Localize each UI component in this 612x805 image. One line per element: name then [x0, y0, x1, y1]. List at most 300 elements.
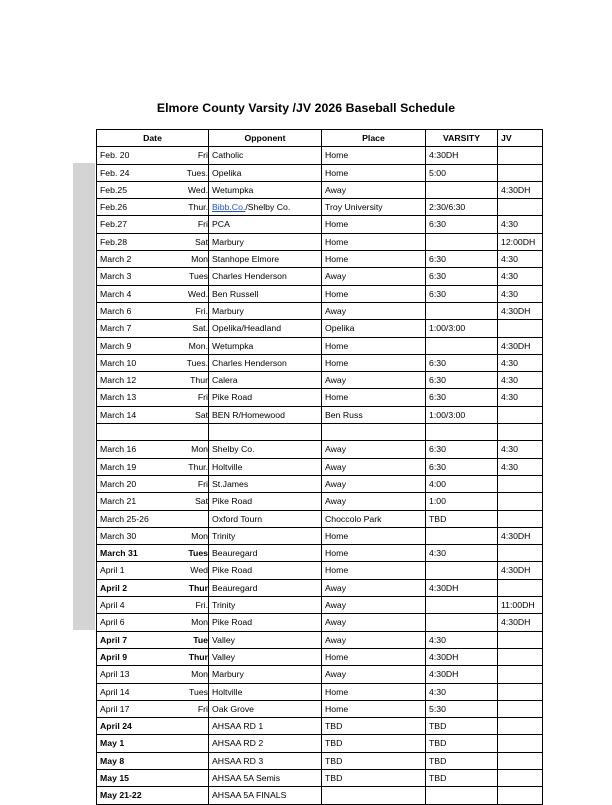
table-row [97, 199, 543, 216]
cell-varsity: 4:30DH [426, 147, 498, 164]
cell-place: Home [322, 700, 426, 717]
table-row [97, 787, 543, 804]
table-row [97, 735, 543, 752]
cell-date [97, 562, 209, 579]
cell-place: Home [322, 216, 426, 233]
cell-place: TBD [322, 718, 426, 735]
cell-varsity: 6:30 [426, 458, 498, 475]
cell-opponent: Pike Road [209, 562, 322, 579]
cell-jv [498, 666, 543, 683]
cell-place: Away [322, 579, 426, 596]
weekday-value: Fri [197, 392, 208, 403]
page-title: Elmore County Varsity /JV 2026 Baseball Schedule [156, 101, 456, 115]
cell-opponent: Catholic [209, 147, 322, 164]
date-value: March 13 [100, 392, 137, 403]
cell-jv: 4:30 [498, 285, 543, 302]
cell-jv: 4:30 [498, 458, 543, 475]
cell-varsity: 1:00/3:00 [426, 320, 498, 337]
cell-opponent: Marbury [209, 666, 322, 683]
date-value: April 9 [100, 651, 128, 662]
table-row [97, 597, 543, 614]
cell-jv: 4:30DH [498, 527, 543, 544]
cell-place: Ben Russ [322, 406, 426, 423]
cell-jv: 4:30DH [498, 337, 543, 354]
table-row [97, 527, 543, 544]
row-spacer [97, 424, 543, 441]
cell-date [97, 545, 209, 562]
cell-place: TBD [322, 769, 426, 786]
table-row [97, 372, 543, 389]
cell-varsity [426, 597, 498, 614]
cell-varsity: TBD [426, 752, 498, 769]
weekday-value: Fri. [195, 305, 208, 316]
date-value: March 2 [100, 254, 132, 265]
table-row [97, 579, 543, 596]
cell-varsity: TBD [426, 718, 498, 735]
cell-opponent: Trinity [209, 597, 322, 614]
cell-jv [498, 752, 543, 769]
cell-place: TBD [322, 735, 426, 752]
date-value: March 10 [100, 357, 137, 368]
cell-opponent: Oxford Tourn [209, 510, 322, 527]
cell-date [97, 666, 209, 683]
cell-date [97, 527, 209, 544]
cell-date [97, 510, 209, 527]
cell-date [97, 285, 209, 302]
date-value: March 16 [100, 444, 137, 455]
cell-place: Home [322, 545, 426, 562]
cell-place: Troy University [322, 199, 426, 216]
cell-date [97, 441, 209, 458]
cell-place: Home [322, 251, 426, 268]
cell-date [97, 337, 209, 354]
date-value: April 14 [100, 686, 130, 697]
cell-varsity: 4:30DH [426, 648, 498, 665]
cell-varsity: 6:30 [426, 285, 498, 302]
table-row [97, 441, 543, 458]
cell-date [97, 718, 209, 735]
cell-place: Away [322, 475, 426, 492]
cell-place: Home [322, 354, 426, 371]
cell-date [97, 631, 209, 648]
table-row [97, 718, 543, 735]
cell-varsity: 4:30 [426, 545, 498, 562]
weekday-value: Tues [188, 548, 208, 559]
opponent-label: /Shelby Co. [245, 202, 291, 213]
table-row [97, 510, 543, 527]
cell-varsity [426, 562, 498, 579]
cell-jv [498, 718, 543, 735]
cell-opponent: AHSAA RD 2 [209, 735, 322, 752]
table-row [97, 389, 543, 406]
cell-varsity: 1:00/3:00 [426, 406, 498, 423]
table-row [97, 666, 543, 683]
weekday-value: Sat. [192, 323, 208, 334]
cell-varsity: TBD [426, 510, 498, 527]
cell-place [322, 787, 426, 804]
weekday-value: Tues [189, 271, 208, 282]
weekday-value: Fri [197, 703, 208, 714]
cell-jv: 4:30 [498, 389, 543, 406]
cell-varsity: 4:30DH [426, 666, 498, 683]
cell-opponent: Marbury [209, 302, 322, 319]
spacer-cell [209, 424, 322, 441]
table-row [97, 545, 543, 562]
cell-opponent: Wetumpka [209, 181, 322, 198]
cell-jv [498, 147, 543, 164]
cell-opponent: Valley [209, 648, 322, 665]
date-value: March 4 [100, 288, 132, 299]
table-row [97, 769, 543, 786]
weekday-value: Mon [191, 530, 208, 541]
date-value: Feb.25 [100, 184, 128, 195]
cell-place: Away [322, 458, 426, 475]
cell-place: TBD [322, 752, 426, 769]
cell-jv: 4:30DH [498, 181, 543, 198]
cell-opponent: Holtville [209, 458, 322, 475]
cell-opponent [209, 199, 322, 216]
cell-place: Home [322, 562, 426, 579]
spacer-cell [322, 424, 426, 441]
cell-jv [498, 510, 543, 527]
date-value: Feb. 24 [100, 167, 130, 178]
table-row [97, 164, 543, 181]
cell-opponent: Holtville [209, 683, 322, 700]
table-row [97, 648, 543, 665]
cell-date [97, 372, 209, 389]
weekday-value: Thur [190, 375, 208, 386]
weekday-value: Tues. [186, 357, 208, 368]
table-row [97, 406, 543, 423]
cell-jv [498, 320, 543, 337]
column-header-jv: JV [498, 130, 543, 147]
table-row [97, 458, 543, 475]
weekday-value: Tues. [186, 167, 208, 178]
cell-date [97, 787, 209, 804]
cell-date [97, 493, 209, 510]
cell-jv [498, 648, 543, 665]
cell-jv [498, 769, 543, 786]
date-value: May 8 [100, 755, 125, 766]
cell-varsity: TBD [426, 735, 498, 752]
cell-jv [498, 493, 543, 510]
weekday-value: Thur. [188, 202, 208, 213]
cell-date [97, 683, 209, 700]
cell-opponent: Beauregard [209, 579, 322, 596]
date-value: Feb.28 [100, 236, 128, 247]
cell-date [97, 216, 209, 233]
cell-place: Away [322, 302, 426, 319]
cell-jv [498, 683, 543, 700]
cell-date [97, 475, 209, 492]
cell-place: Home [322, 285, 426, 302]
date-value: March 9 [100, 340, 132, 351]
table-row [97, 147, 543, 164]
table-row [97, 475, 543, 492]
cell-jv [498, 700, 543, 717]
cell-jv: 11:00DH [498, 597, 543, 614]
cell-place: Home [322, 683, 426, 700]
cell-opponent: Shelby Co. [209, 441, 322, 458]
cell-opponent: Ben Russell [209, 285, 322, 302]
cell-place: Away [322, 372, 426, 389]
cell-date [97, 458, 209, 475]
cell-opponent: Marbury [209, 233, 322, 250]
spacer-cell [97, 424, 209, 441]
cell-opponent: BEN R/Homewood [209, 406, 322, 423]
weekday-value: Tue [193, 634, 208, 645]
date-value: April 4 [100, 600, 125, 611]
cell-opponent: Charles Henderson [209, 354, 322, 371]
opponent-link[interactable]: Bibb.Co. [212, 202, 246, 213]
table-header-row [97, 130, 543, 147]
date-value: March 20 [100, 478, 137, 489]
cell-varsity: TBD [426, 769, 498, 786]
date-value: Feb. 20 [100, 150, 130, 161]
cell-varsity: 1:00 [426, 493, 498, 510]
date-value: April 24 [100, 721, 132, 732]
cell-varsity [426, 527, 498, 544]
cell-opponent: AHSAA 5A Semis [209, 769, 322, 786]
cell-date [97, 389, 209, 406]
table-row [97, 614, 543, 631]
table-row [97, 181, 543, 198]
cell-jv: 4:30 [498, 251, 543, 268]
cell-varsity [426, 337, 498, 354]
cell-opponent: AHSAA RD 1 [209, 718, 322, 735]
cell-varsity: 2:30/6:30 [426, 199, 498, 216]
cell-varsity: 4:30 [426, 631, 498, 648]
cell-varsity: 6:30 [426, 216, 498, 233]
cell-jv: 4:30 [498, 354, 543, 371]
cell-opponent: PCA [209, 216, 322, 233]
date-value: March 6 [100, 305, 132, 316]
table-row [97, 251, 543, 268]
date-value: April 6 [100, 617, 125, 628]
table-row [97, 752, 543, 769]
cell-date [97, 648, 209, 665]
cell-place: Home [322, 648, 426, 665]
cell-place: Away [322, 441, 426, 458]
column-header-varsity: VARSITY [426, 130, 498, 147]
cell-date [97, 354, 209, 371]
cell-jv: 4:30DH [498, 562, 543, 579]
cell-varsity: 6:30 [426, 251, 498, 268]
cell-opponent: AHSAA RD 3 [209, 752, 322, 769]
cell-varsity [426, 614, 498, 631]
cell-date [97, 181, 209, 198]
date-value: April 2 [100, 582, 128, 593]
date-value: Feb.26 [100, 202, 128, 213]
date-value: March 30 [100, 530, 137, 541]
cell-date [97, 769, 209, 786]
cell-opponent: Opelika/Headland [209, 320, 322, 337]
cell-opponent: Opelika [209, 164, 322, 181]
date-value: March 7 [100, 323, 132, 334]
cell-opponent: St.James [209, 475, 322, 492]
cell-opponent: Valley [209, 631, 322, 648]
cell-place: Away [322, 597, 426, 614]
date-value: April 17 [100, 703, 130, 714]
spacer-cell [426, 424, 498, 441]
cell-place: Home [322, 233, 426, 250]
cell-place: Away [322, 631, 426, 648]
table-row [97, 354, 543, 371]
weekday-value: Mon [191, 254, 208, 265]
table-row [97, 233, 543, 250]
weekday-value: Wed. [187, 184, 208, 195]
weekday-value: Mon. [188, 340, 208, 351]
column-header-opponent: Opponent [209, 130, 322, 147]
cell-varsity: 6:30 [426, 268, 498, 285]
cell-date [97, 614, 209, 631]
date-value: May 21-22 [100, 790, 142, 801]
table-body [97, 147, 543, 804]
cell-date [97, 268, 209, 285]
date-value: March 25-26 [100, 513, 149, 524]
cell-date [97, 320, 209, 337]
cell-jv [498, 735, 543, 752]
cell-opponent: Oak Grove [209, 700, 322, 717]
cell-jv [498, 787, 543, 804]
weekday-value: Mon [191, 617, 208, 628]
weekday-value: Sat [194, 496, 208, 507]
cell-date [97, 233, 209, 250]
table-row [97, 302, 543, 319]
cell-place: Away [322, 614, 426, 631]
cell-date [97, 752, 209, 769]
cell-jv [498, 579, 543, 596]
cell-varsity: 6:30 [426, 354, 498, 371]
weekday-value: Fri. [195, 600, 208, 611]
cell-jv: 4:30 [498, 216, 543, 233]
cell-varsity: 5:30 [426, 700, 498, 717]
cell-opponent: Calera [209, 372, 322, 389]
cell-varsity: 6:30 [426, 389, 498, 406]
cell-opponent: Trinity [209, 527, 322, 544]
cell-place: Away [322, 493, 426, 510]
cell-varsity: 4:00 [426, 475, 498, 492]
weekday-value: Sat [194, 409, 208, 420]
cell-place: Home [322, 389, 426, 406]
table-row [97, 631, 543, 648]
cell-jv [498, 631, 543, 648]
cell-opponent: Pike Road [209, 614, 322, 631]
table-header [97, 130, 543, 147]
table-row [97, 320, 543, 337]
margin-change-bar [73, 163, 95, 630]
cell-jv: 12:00DH [498, 233, 543, 250]
date-value: March 21 [100, 496, 137, 507]
cell-date [97, 579, 209, 596]
weekday-value: Fri [197, 150, 208, 161]
cell-jv: 4:30DH [498, 302, 543, 319]
cell-varsity: 4:30 [426, 683, 498, 700]
cell-jv: 4:30 [498, 441, 543, 458]
cell-opponent: Stanhope Elmore [209, 251, 322, 268]
table-row [97, 268, 543, 285]
cell-date [97, 251, 209, 268]
cell-varsity: 5:00 [426, 164, 498, 181]
weekday-value: Sat [194, 236, 208, 247]
weekday-value: Wed [190, 565, 208, 576]
date-value: May 15 [100, 772, 129, 783]
cell-varsity [426, 302, 498, 319]
cell-jv: 4:30 [498, 372, 543, 389]
cell-opponent: Pike Road [209, 389, 322, 406]
weekday-value: Fri [197, 478, 208, 489]
cell-date [97, 597, 209, 614]
cell-varsity [426, 787, 498, 804]
cell-varsity [426, 233, 498, 250]
cell-date [97, 700, 209, 717]
weekday-value: Thur [188, 582, 208, 593]
cell-jv: 4:30DH [498, 614, 543, 631]
cell-opponent: Wetumpka [209, 337, 322, 354]
date-value: April 13 [100, 669, 130, 680]
cell-varsity [426, 181, 498, 198]
cell-opponent: Charles Henderson [209, 268, 322, 285]
column-header-date: Date [97, 130, 209, 147]
date-value: March 19 [100, 461, 137, 472]
cell-varsity: 4:30DH [426, 579, 498, 596]
cell-date [97, 302, 209, 319]
cell-jv [498, 406, 543, 423]
cell-jv [498, 164, 543, 181]
table-row [97, 493, 543, 510]
table-row [97, 700, 543, 717]
cell-date [97, 199, 209, 216]
cell-opponent: Beauregard [209, 545, 322, 562]
date-value: May 1 [100, 738, 125, 749]
table-row [97, 216, 543, 233]
date-value: March 12 [100, 375, 137, 386]
table-row [97, 285, 543, 302]
column-header-place: Place [322, 130, 426, 147]
cell-place: Choccolo Park [322, 510, 426, 527]
cell-varsity: 6:30 [426, 441, 498, 458]
baseball-schedule-table [96, 129, 543, 805]
cell-place: Home [322, 337, 426, 354]
weekday-value: Wed. [187, 288, 208, 299]
cell-jv [498, 475, 543, 492]
table-row [97, 683, 543, 700]
cell-date [97, 406, 209, 423]
cell-place: Opelika [322, 320, 426, 337]
weekday-value: Thur [188, 651, 208, 662]
cell-place: Away [322, 666, 426, 683]
table-row [97, 337, 543, 354]
weekday-value: Tues [189, 686, 208, 697]
cell-place: Home [322, 147, 426, 164]
weekday-value: Mon [191, 669, 208, 680]
table-row [97, 562, 543, 579]
cell-jv [498, 545, 543, 562]
cell-varsity: 6:30 [426, 372, 498, 389]
cell-place: Home [322, 527, 426, 544]
date-value: April 7 [100, 634, 128, 645]
date-value: March 31 [100, 548, 138, 559]
date-value: March 14 [100, 409, 137, 420]
cell-jv: 4:30 [498, 268, 543, 285]
cell-place: Away [322, 181, 426, 198]
weekday-value: Mon [191, 444, 208, 455]
cell-date [97, 735, 209, 752]
cell-date [97, 147, 209, 164]
cell-opponent: Pike Road [209, 493, 322, 510]
cell-place: Away [322, 268, 426, 285]
weekday-value: Fri [197, 219, 208, 230]
